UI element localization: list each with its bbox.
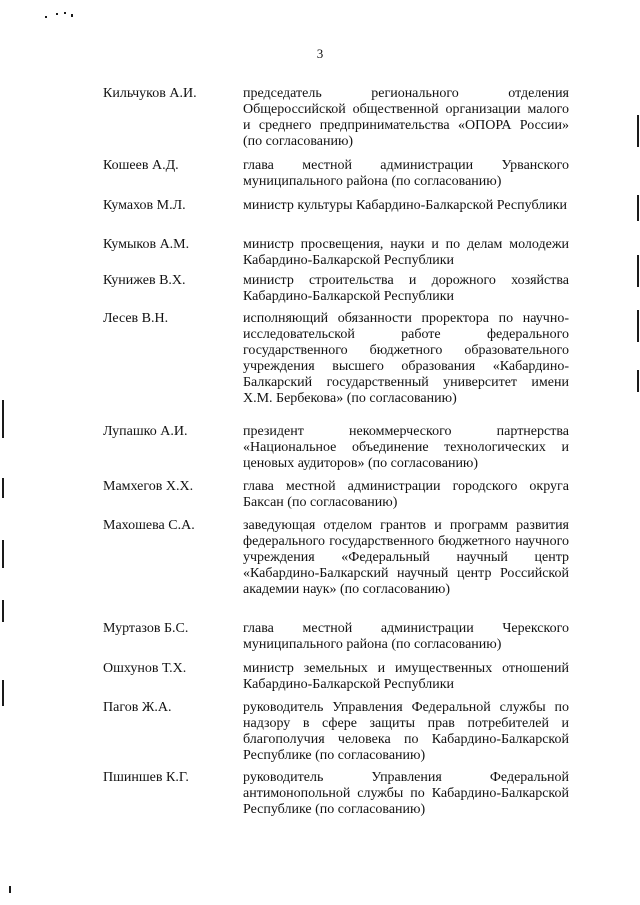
member-row xyxy=(0,661,640,700)
scan-speck xyxy=(45,16,47,18)
member-row xyxy=(0,198,640,237)
member-name: Кошеев А.Д. xyxy=(103,158,179,173)
member-name: Лупашко А.И. xyxy=(103,424,188,439)
scan-edge-line xyxy=(637,115,639,147)
member-position: президент некоммерческого партнерства «Национальное объединение технологических и ценовых аудиторов» (по согласованию) xyxy=(243,424,569,471)
scan-edge-line xyxy=(637,370,639,392)
member-row xyxy=(0,86,640,158)
member-position: министр культуры Кабардино-Балкарской Республики xyxy=(243,198,567,213)
scan-edge-line xyxy=(637,310,639,342)
member-row xyxy=(0,518,640,621)
member-position: руководитель Управления Федеральной антимонопольной службы по Кабардино-Балкарской Республике (по согласованию) xyxy=(243,770,569,817)
member-position: председатель регионального отделения Общероссийской общественной организации малого и среднего предпринимательства «ОПОРА России» (по согласованию) xyxy=(243,86,569,149)
member-row xyxy=(0,273,640,311)
member-name: Муртазов Б.С. xyxy=(103,621,189,636)
member-row xyxy=(0,479,640,518)
member-name: Махошева С.А. xyxy=(103,518,195,533)
scan-speck xyxy=(9,886,11,893)
scan-edge-line xyxy=(2,680,4,706)
member-name: Кунижев В.Х. xyxy=(103,273,186,288)
commission-member-list xyxy=(0,86,640,830)
member-position: глава местной администрации Черекского муниципального района (по согласованию) xyxy=(243,621,569,652)
page-number: 3 xyxy=(316,46,324,61)
scan-edge-line xyxy=(637,195,639,221)
member-row xyxy=(0,158,640,198)
member-position: исполняющий обязанности проректора по научно-исследовательской работе федерального государственного бюджетного образовательного учреждения высшего образования «Кабардино-Балкарский государственный университет имени Х.М. Бербекова» (по согласованию) xyxy=(243,311,569,406)
scan-speck xyxy=(64,12,66,14)
member-name: Мамхегов Х.Х. xyxy=(103,479,194,494)
member-position: глава местной администрации городского округа Баксан (по согласованию) xyxy=(243,479,569,510)
member-name: Лесев В.Н. xyxy=(103,311,169,326)
member-name: Кумыков А.М. xyxy=(103,237,190,252)
member-name: Ошхунов Т.Х. xyxy=(103,661,187,676)
scan-edge-line xyxy=(2,600,4,622)
member-row xyxy=(0,700,640,770)
member-row xyxy=(0,424,640,479)
scan-edge-line xyxy=(637,255,639,287)
member-position: руководитель Управления Федеральной службы по надзору в сфере защиты прав потребителей и благополучия человека по Кабардино-Балкарской Республике (по согласованию) xyxy=(243,700,569,763)
scan-edge-line xyxy=(2,540,4,568)
member-name: Пшиншев К.Г. xyxy=(103,770,189,785)
member-name: Кильчуков А.И. xyxy=(103,86,197,101)
member-position: министр строительства и дорожного хозяйства Кабардино-Балкарской Республики xyxy=(243,273,569,304)
member-position: министр земельных и имущественных отношений Кабардино-Балкарской Республики xyxy=(243,661,569,692)
member-row xyxy=(0,311,640,424)
scan-speck xyxy=(71,14,73,17)
scan-edge-line xyxy=(2,400,4,438)
scan-speck xyxy=(56,13,58,15)
member-name: Кумахов М.Л. xyxy=(103,198,186,213)
member-row xyxy=(0,621,640,661)
member-position: глава местной администрации Урванского муниципального района (по согласованию) xyxy=(243,158,569,189)
member-position: заведующая отделом грантов и программ развития федерального государственного бюджетного научного учреждения «Федеральный научный центр «Кабардино-Балкарский научный центр Российской академии наук» (по согласованию) xyxy=(243,518,569,597)
member-position: министр просвещения, науки и по делам молодежи Кабардино-Балкарской Республики xyxy=(243,237,569,268)
member-row xyxy=(0,770,640,830)
scan-edge-line xyxy=(2,478,4,498)
member-row xyxy=(0,237,640,273)
member-name: Пагов Ж.А. xyxy=(103,700,172,715)
